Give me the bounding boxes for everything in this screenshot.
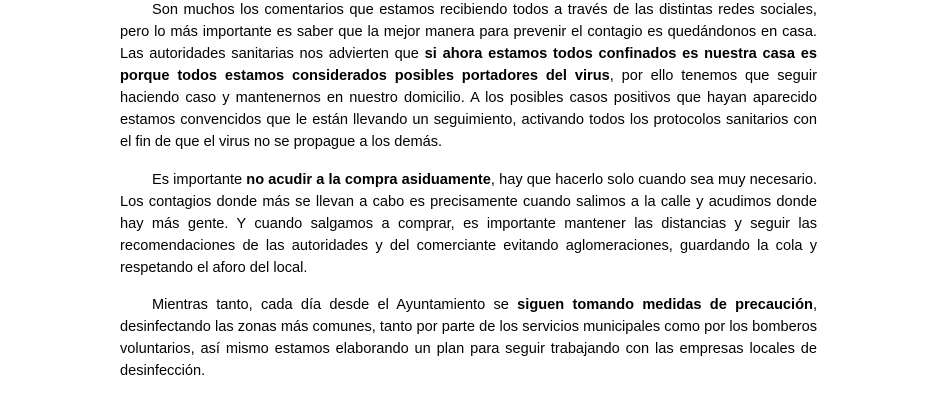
paragraph-text: , hay que hacerlo solo cuando sea muy necesario. Los contagios donde más se llevan a cabo es precisamente cuando salimos a la calle y acudimos donde hay más gente. Y cuando salgamos a comprar, es importante mantener las distancias y seguir las recomendaciones de las autoridades y del comerciante evitando aglomeraciones, guardando la cola y respetando el aforo del local. — [120, 172, 817, 276]
paragraph-precautions — [120, 294, 817, 382]
paragraph-text: , desinfectando las zonas más comunes, tanto por parte de los servicios municipales como por los bomberos voluntarios, así mismo estamos elaborando un plan para seguir trabajando con las empresas locales de desinfección. — [120, 297, 817, 379]
paragraph-text: Son muchos los comentarios que estamos recibiendo todos a través de las distintas redes sociales, pero lo más importante es saber que la mejor manera para prevenir el contagio es quedándonos en casa. Las autoridades sanitarias nos advierten que — [120, 2, 817, 62]
paragraph-text: Mientras tanto, cada día desde el Ayuntamiento se — [152, 297, 518, 313]
paragraph-text: Es importante — [152, 172, 247, 188]
emphasis-text: si ahora estamos todos confinados es nuestra casa es porque todos estamos considerados posibles portadores del virus — [120, 46, 817, 84]
paragraph-shopping — [120, 169, 817, 279]
emphasis-text: siguen tomando medidas de precaución — [517, 297, 813, 313]
emphasis-text: no acudir a la compra asiduamente — [246, 172, 491, 188]
paragraph-confinement — [120, 0, 817, 153]
paragraph-text: , por ello tenemos que seguir haciendo caso y mantenernos en nuestro domicilio. A los posibles casos positivos que hayan aparecido estamos convencidos que le están llevando un seguimiento, activando todos los protocolos sanitarios con el fin de que el virus no se propague a los demás. — [120, 68, 817, 150]
